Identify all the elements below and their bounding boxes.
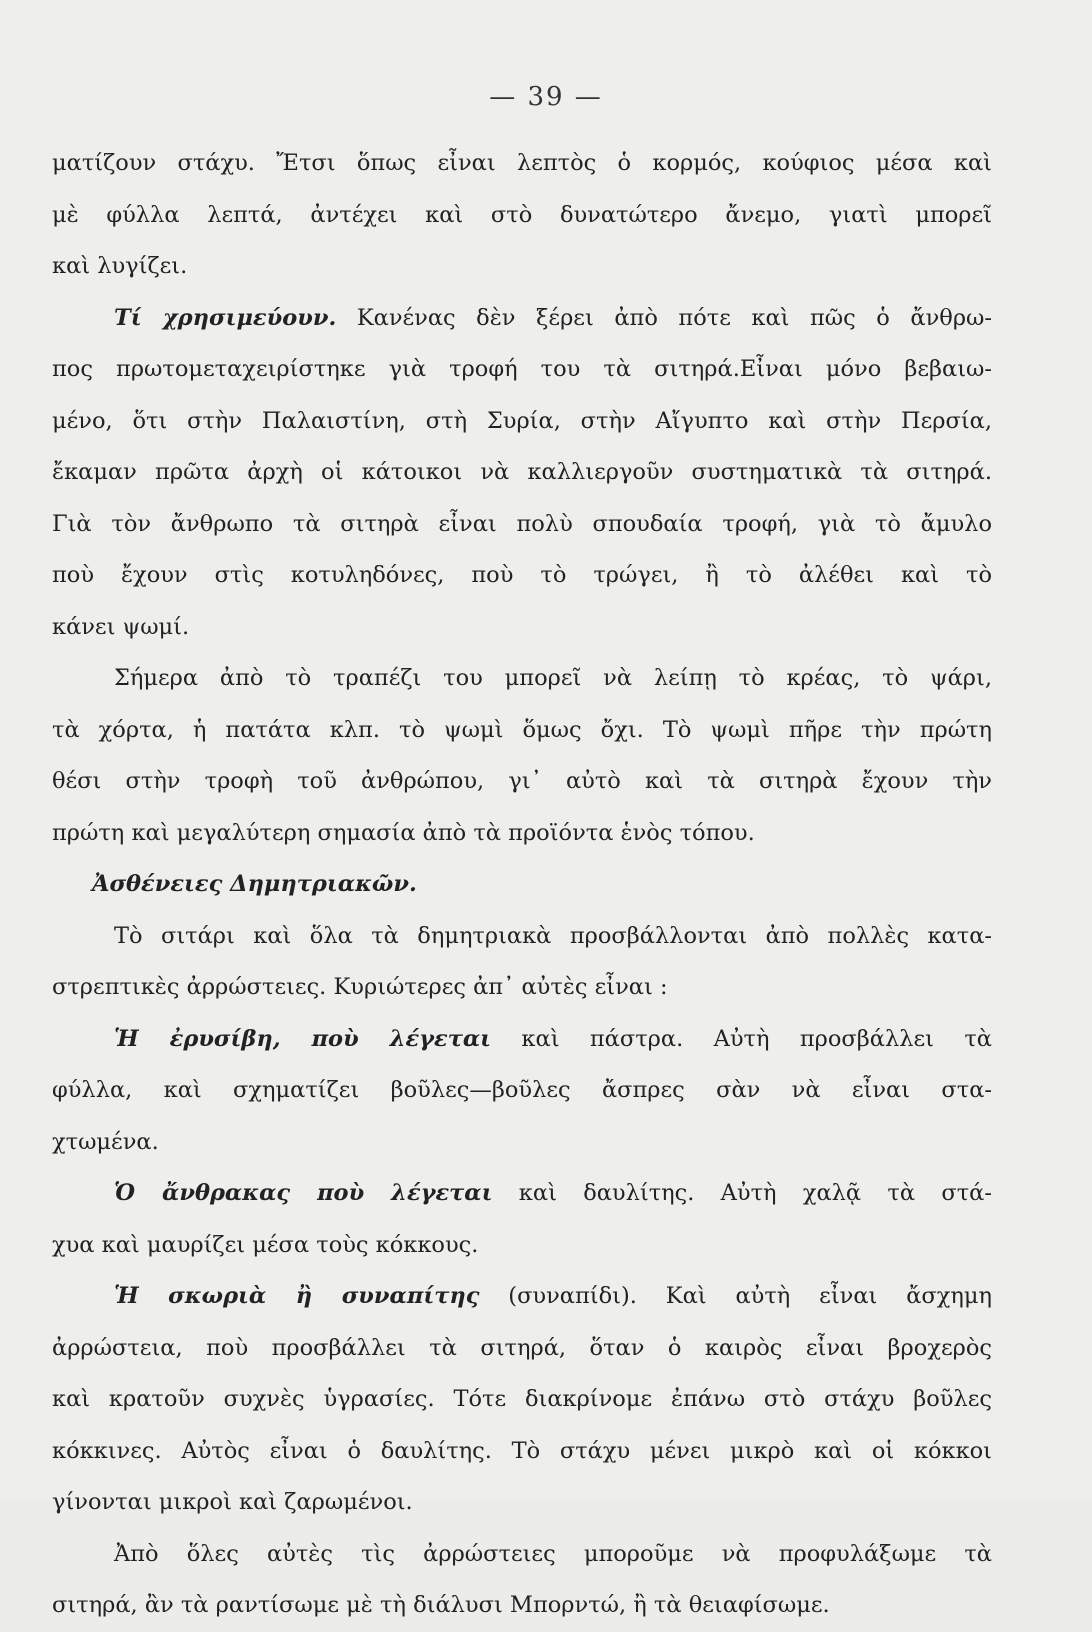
- text-line: [52, 705, 992, 757]
- line-text: τὰ χόρτα, ἡ πατάτα κλπ. τὸ ψωμὶ ὅμως ὄχι. Τὸ ψωμὶ πῆρε τὴν πρώτη: [52, 716, 992, 743]
- text-line: [52, 190, 992, 242]
- text-line: [52, 1426, 992, 1478]
- text-line: [52, 1117, 992, 1169]
- text-line: [52, 241, 992, 293]
- line-text: καὶ δαυλίτης. Αὐτὴ χαλᾷ τὰ στά-: [492, 1180, 992, 1206]
- text-line: [52, 1271, 992, 1323]
- text-line: [52, 653, 992, 705]
- subheading: Ὁ ἄνθρακας ποὺ λέγεται: [114, 1180, 493, 1206]
- text-line: [52, 1580, 992, 1632]
- text-line: [52, 396, 992, 448]
- line-text: στρεπτικὲς ἀρρώστειες. Κυριώτερες ἀπ᾽ αὐτὲς εἶναι :: [52, 974, 668, 1000]
- line-text: κάνει ψωμί.: [52, 613, 190, 640]
- text-line: [52, 1168, 992, 1220]
- text-line: [52, 550, 992, 602]
- line-text: ποὺ ἔχουν στὶς κοτυληδόνες, ποὺ τὸ τρώγει, ἢ τὸ ἀλέθει καὶ τὸ: [52, 562, 992, 588]
- text-line: [52, 1220, 992, 1272]
- subheading: Ἡ ἐρυσίβη, ποὺ λέγεται: [114, 1025, 492, 1052]
- line-text: χυα καὶ μαυρίζει μέσα τοὺς κόκκους.: [52, 1231, 479, 1258]
- line-text: πος πρωτομεταχειρίστηκε γιὰ τροφή του τὰ σιτηρά.Εἶναι μόνο βεβαιω-: [52, 356, 992, 382]
- text-line: [52, 138, 992, 190]
- line-text: μένο, ὅτι στὴν Παλαιστίνη, στὴ Συρία, στὴν Αἴγυπτο καὶ στὴν Περσία,: [52, 407, 992, 434]
- page-number: — 39 —: [489, 82, 603, 112]
- text-line: [52, 499, 992, 551]
- section-heading: Ἀσθένειες Δημητριακῶν.: [92, 871, 417, 897]
- text-line: [52, 344, 992, 396]
- text-line: [52, 293, 992, 345]
- line-text: χτωμένα.: [52, 1128, 159, 1155]
- text-line: [52, 447, 992, 499]
- line-text: Γιὰ τὸν ἄνθρωπο τὰ σιτηρὰ εἶναι πολὺ σπουδαία τροφή, γιὰ τὸ ἄμυλο: [52, 510, 992, 537]
- line-text: (συναπίδι). Καὶ αὐτὴ εἶναι ἄσχημη: [479, 1283, 992, 1309]
- line-text: σιτηρά, ἂν τὰ ραντίσωμε μὲ τὴ διάλυσι Μπορντώ, ἢ τὰ θειαφίσωμε.: [52, 1592, 830, 1618]
- line-text: πρώτη καὶ μεγαλύτερη σημασία ἀπὸ τὰ προϊόντα ἑνὸς τόπου.: [52, 819, 755, 846]
- line-text: καὶ κρατοῦν συχνὲς ὑγρασίες. Τότε διακρίνομε ἐπάνω στὸ στάχυ βοῦλες: [52, 1386, 992, 1412]
- section-heading: Τί χρησιμεύουν.: [114, 304, 337, 331]
- text-line: [52, 1529, 992, 1581]
- text-line: [52, 602, 992, 654]
- line-text: κόκκινες. Αὐτὸς εἶναι ὁ δαυλίτης. Τὸ στάχυ μένει μικρὸ καὶ οἱ κόκκοι: [52, 1437, 992, 1464]
- subheading: Ἡ σκωριὰ ἢ συναπίτης: [114, 1283, 480, 1309]
- text-line: [52, 808, 992, 860]
- text-line: [52, 911, 992, 963]
- text-line: [52, 859, 992, 911]
- line-text: φύλλα, καὶ σχηματίζει βοῦλες—βοῦλες ἄσπρες σὰν νὰ εἶναι στα-: [52, 1077, 992, 1103]
- text-line: [52, 1323, 992, 1375]
- text-line: [52, 1065, 992, 1117]
- body-text: [52, 138, 992, 1632]
- line-text: Σήμερα ἀπὸ τὸ τραπέζι του μπορεῖ νὰ λείπῃ τὸ κρέας, τὸ ψάρι,: [114, 665, 992, 691]
- line-text: Τὸ σιτάρι καὶ ὅλα τὰ δημητριακὰ προσβάλλονται ἀπὸ πολλὲς κατα-: [114, 922, 992, 949]
- line-text: καὶ λυγίζει.: [52, 253, 188, 279]
- line-text: Κανένας δὲν ξέρει ἀπὸ πότε καὶ πῶς ὁ ἄνθρω-: [336, 304, 992, 331]
- line-text: ματίζουν στάχυ. Ἔτσι ὅπως εἶναι λεπτὸς ὁ κορμός, κούφιος μέσα καὶ: [52, 150, 992, 176]
- line-text: ἀρρώστεια, ποὺ προσβάλλει τὰ σιτηρά, ὅταν ὁ καιρὸς εἶναι βροχερὸς: [52, 1334, 992, 1361]
- line-text: Ἀπὸ ὅλες αὐτὲς τὶς ἀρρώστειες μποροῦμε νὰ προφυλάξωμε τὰ: [114, 1540, 992, 1567]
- line-text: γίνονται μικροὶ καὶ ζαρωμένοι.: [52, 1489, 413, 1515]
- line-text: θέσι στὴν τροφὴ τοῦ ἀνθρώπου, γι᾽ αὐτὸ καὶ τὰ σιτηρὰ ἔχουν τὴν: [52, 768, 992, 794]
- line-text: ἔκαμαν πρῶτα ἀρχὴ οἱ κάτοικοι νὰ καλλιεργοῦν συστηματικὰ τὰ σιτηρά.: [52, 459, 992, 485]
- text-line: [52, 1374, 992, 1426]
- line-text: μὲ φύλλα λεπτά, ἀντέχει καὶ στὸ δυνατώτερο ἄνεμο, γιατὶ μπορεῖ: [52, 201, 992, 228]
- line-text: καὶ πάστρα. Αὐτὴ προσβάλλει τὰ: [491, 1025, 992, 1052]
- text-line: [52, 1014, 992, 1066]
- text-line: [52, 962, 992, 1014]
- text-line: [52, 756, 992, 808]
- text-line: [52, 1477, 992, 1529]
